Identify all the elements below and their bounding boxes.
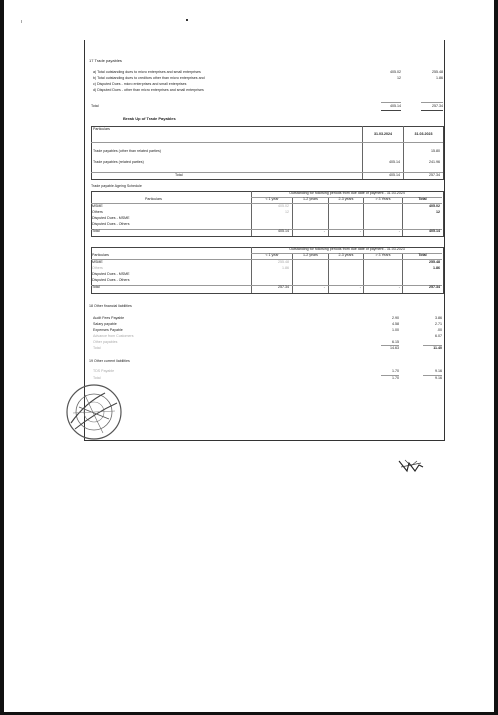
section-19-row-2023: 9.16 [435,369,442,373]
section-17-total-2023: 257.34 [432,104,443,108]
section-19-heading: 19 Other current liabilities [89,359,130,363]
rule [381,102,401,103]
ageing-2023-cell: - [323,285,325,289]
breakup-row-label: Trade payables (related parties) [93,160,144,164]
ageing-2024-col: > 3 Years [375,197,391,201]
section-19-row-2024: 1.70 [392,369,399,373]
signature-initials [397,457,425,475]
breakup-particulars-header: Particulars [93,127,110,131]
breakup-row-2023: 15.80 [431,149,440,153]
section-18-row-2024: 6.15 [392,340,399,344]
rule [421,110,443,111]
section-19-total-2024: 1.70 [392,376,399,380]
ageing-2023-col: Total [418,253,427,257]
section-18-row-2024: 1.00 [392,328,399,332]
ageing-2024-total: 12 [436,210,440,214]
section-17-heading: 17 Trade payables [89,58,122,63]
ageing-2023-particulars-header: Particulars [92,253,109,257]
ageing-2024-total: 405.02 [429,204,440,208]
section-18-row-label: Expenses Payable [93,328,123,332]
scan-right-edge [494,0,498,715]
ageing-2023-col: < 1 year [265,253,279,257]
ageing-2024-cell: - [398,229,400,233]
ageing-2024-particulars-header: Particulars [145,197,162,201]
section-18-row-2023: 3.86 [435,316,442,320]
document-page-panel [84,40,445,441]
ageing-2023-caption: Outstanding for following periods from due date of payment - 31.03.2023 [289,247,405,251]
auditor-stamp [65,383,123,441]
ageing-2023-cell: 255.48 [278,260,289,264]
ageing-2023-total: 257.34 [429,285,440,289]
rule [381,110,401,111]
section-17-value-2023: 1.86 [436,76,443,80]
ageing-2024-total: 405.14 [429,229,440,233]
ageing-2024-cell: 405.14 [278,229,289,233]
ageing-2024-cell: - [359,229,361,233]
ageing-2024-col: 1-2 years [303,197,318,201]
ageing-2023-row-label: MSME [92,260,103,264]
section-18-row-2023: .00 [437,328,442,332]
section-18-row-2024: 2.90 [392,316,399,320]
breakup-col-2023: 31.03.2023 [414,132,433,136]
ageing-2023-cell: 257.34 [278,285,289,289]
section-19-total-label: Total [93,376,101,380]
ageing-2024-row-label: Others [92,210,103,214]
ageing-2024-row-label: Disputed Dues - Others [92,222,130,226]
section-19-total-2023: 9.16 [435,376,442,380]
ageing-2023-row-label: Total [92,285,100,289]
section-18-row-label: Salary payable [93,322,117,326]
breakup-total-label: Total [175,173,183,177]
ageing-2023-row-label: Disputed Dues - Others [92,278,130,282]
section-17-line: d) Disputed Dues - other than micro enterprises and small enterprises [93,88,204,92]
ageing-2024-cell: 405.02 [278,204,289,208]
ageing-2024-row-label: MSME [92,204,103,208]
section-17-total-2024: 405.14 [390,104,401,108]
ageing-2024-cell: 12 [285,210,289,214]
section-18-row-label: Advance from Customers [93,334,134,338]
ageing-2023-row-label: Disputed Dues - MSME [92,272,130,276]
breakup-total-2023: 257.34 [429,173,440,177]
ageing-2023-col: 1-2 years [303,253,318,257]
section-18-row-label: Audit Fees Payable [93,316,125,320]
ageing-2023-row-label: Others [92,266,103,270]
section-17-value-2023: 255.48 [432,70,443,74]
ageing-title: Trade payable Ageing Schedule [91,184,142,188]
scan-speck [21,20,22,23]
section-18-total-2024: 14.63 [390,346,399,350]
section-17-line: c) Disputed Dues - micro enterprises and small enterprises [93,82,187,86]
breakup-row-2023: 241.96 [429,160,440,164]
ageing-2023-total: 255.48 [429,260,440,264]
ageing-2024-cell: - [323,229,325,233]
ageing-2023-total: 1.86 [433,266,440,270]
ageing-2024-row-label: Disputed Dues - MSME [92,216,130,220]
breakup-row-2024: 405.14 [389,160,400,164]
breakup-row-label: Trade payables (other than related parties) [93,149,161,153]
ageing-2023-col: > 3 Years [375,253,391,257]
section-19-row-label: TDS Payable [93,369,115,373]
section-17-value-2024: 12 [397,76,401,80]
rule [421,102,443,103]
breakup-title: Break Up of Trade Payables [123,116,176,121]
ageing-2024-col: Total [418,197,427,201]
section-18-total-2023: 11.40 [433,346,442,350]
ageing-2024-caption: Outstanding for following periods from due date of payment - 31.03.2024 [289,191,405,195]
section-18-row-2023: 2.71 [435,322,442,326]
section-17-line: b) Total outstanding dues to creditors other than micro enterprises and [93,76,205,80]
ageing-2023-cell: - [359,285,361,289]
ageing-2023-cell: - [398,285,400,289]
section-17-total-label: Total [91,104,99,108]
section-18-row-2023: 6.07 [435,334,442,338]
ageing-2024-col: 2-3 years [338,197,354,201]
section-17-line: a) Total outstanding dues to micro enterprises and small enterprises [93,70,201,74]
section-18-row-2024: 4.58 [392,322,399,326]
ageing-2024-row-label: Total [92,229,100,233]
section-17-value-2024: 405.02 [390,70,401,74]
ageing-2024-col: < 1 year [265,197,279,201]
section-18-heading: 18 Other financial liabilities [89,304,132,308]
scan-speck [186,19,188,21]
section-18-row-label: Other payables [93,340,118,344]
ageing-2023-cell: 1.86 [282,266,289,270]
section-18-total-label: Total [93,346,101,350]
breakup-total-2024: 405.14 [389,173,400,177]
scan-left-edge [0,0,4,715]
breakup-col-2024: 31.03.2024 [374,132,392,136]
ageing-2023-col: 2-3 years [338,253,354,257]
